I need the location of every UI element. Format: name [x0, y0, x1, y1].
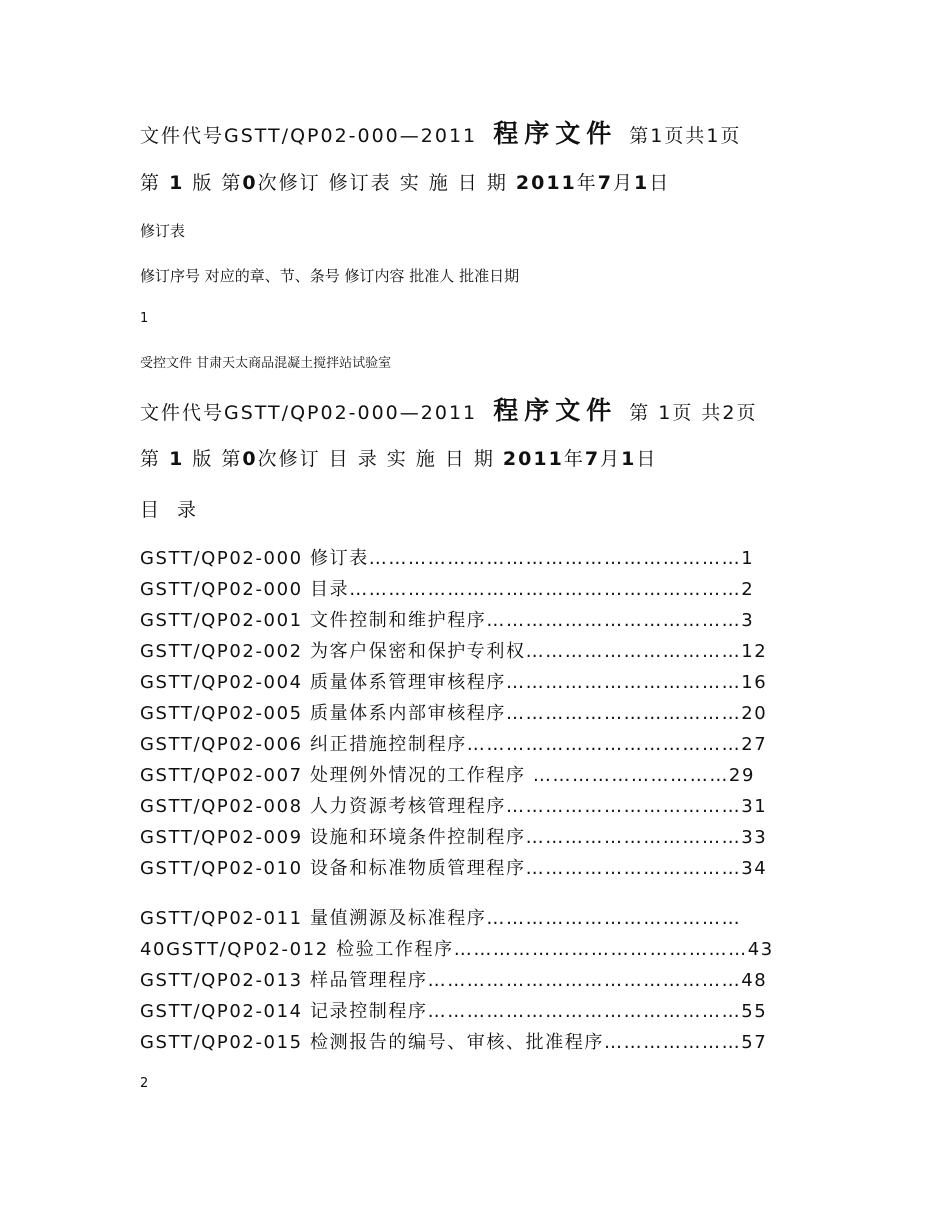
day-label: 日	[636, 448, 658, 470]
revision-number: 0	[242, 172, 258, 194]
doc-type-title: 程序文件	[493, 119, 618, 148]
toc-item: GSTT/QP02-013 样品管理程序…………………………………………48	[140, 970, 768, 991]
toc-item: GSTT/QP02-008 人力资源考核管理程序………………………………31	[140, 796, 768, 817]
edition-number: 1	[169, 172, 185, 194]
impl-month: 7	[597, 172, 614, 194]
impl-year: 2011	[502, 448, 564, 470]
revision-number: 0	[242, 448, 258, 470]
edition-prefix: 第	[140, 172, 162, 194]
doc-code: 文件代号GSTT/QP02-000—2011	[140, 402, 478, 424]
toc-item: GSTT/QP02-001 文件控制和维护程序…………………………………3	[140, 610, 755, 631]
impl-day: 1	[621, 448, 637, 470]
page-number-1: 1	[140, 311, 149, 326]
page-number-2: 2	[140, 1076, 149, 1091]
edition-label: 版 第	[192, 172, 243, 194]
header-line-1	[140, 114, 741, 150]
toc-item: GSTT/QP02-011 量值溯源及标准程序…………………………………	[140, 908, 742, 929]
toc-item: GSTT/QP02-004 质量体系管理审核程序………………………………16	[140, 672, 768, 693]
toc-item: GSTT/QP02-014 记录控制程序…………………………………………55	[140, 1001, 768, 1022]
toc-item: GSTT/QP02-002 为客户保密和保护专利权……………………………12	[140, 641, 768, 662]
header-line-2	[140, 168, 670, 195]
toc-item: 40GSTT/QP02-012 检验工作程序………………………………………43	[140, 939, 774, 960]
toc-title: 目 录	[140, 499, 203, 521]
page-count: 第1页共1页	[629, 125, 742, 147]
edition-number: 1	[169, 448, 185, 470]
toc-item: GSTT/QP02-000 目录……………………………………………………2	[140, 579, 755, 600]
toc-item: GSTT/QP02-015 检测报告的编号、审核、批准程序…………………57	[140, 1032, 768, 1053]
month-label: 月	[613, 172, 635, 194]
toc-item: GSTT/QP02-000 修订表…………………………………………………1	[140, 548, 755, 569]
doc-code: 文件代号GSTT/QP02-000—2011	[140, 125, 478, 147]
toc-item: GSTT/QP02-009 设施和环境条件控制程序……………………………33	[140, 827, 768, 848]
page-count: 第 1页 共2页	[629, 402, 758, 424]
doc-type-title: 程序文件	[493, 396, 618, 425]
impl-year: 2011	[515, 172, 577, 194]
month-label: 月	[600, 448, 622, 470]
revision-label: 次修订 目 录 实 施 日 期	[257, 448, 495, 470]
impl-day: 1	[634, 172, 650, 194]
toc-item: GSTT/QP02-005 质量体系内部审核程序………………………………20	[140, 703, 768, 724]
year-label: 年	[576, 172, 598, 194]
impl-month: 7	[584, 448, 601, 470]
section-title: 修订表	[140, 222, 186, 240]
day-label: 日	[649, 172, 671, 194]
toc-item: GSTT/QP02-010 设备和标准物质管理程序……………………………34	[140, 858, 768, 879]
revision-table-header: 修订序号 对应的章、节、条号 修订内容 批准人 批准日期	[140, 267, 520, 285]
edition-label: 版 第	[192, 448, 243, 470]
control-note: 受控文件 甘肃天太商品混凝土搅拌站试验室	[140, 356, 392, 371]
toc-item: GSTT/QP02-007 处理例外情况的工作程序 …………………………29	[140, 765, 756, 786]
revision-label: 次修订 修订表 实 施 日 期	[257, 172, 508, 194]
toc-item: GSTT/QP02-006 纠正措施控制程序……………………………………27	[140, 734, 768, 755]
header-line-2-p2	[140, 444, 657, 471]
edition-prefix: 第	[140, 448, 162, 470]
year-label: 年	[563, 448, 585, 470]
header-line-1-p2	[140, 391, 758, 427]
